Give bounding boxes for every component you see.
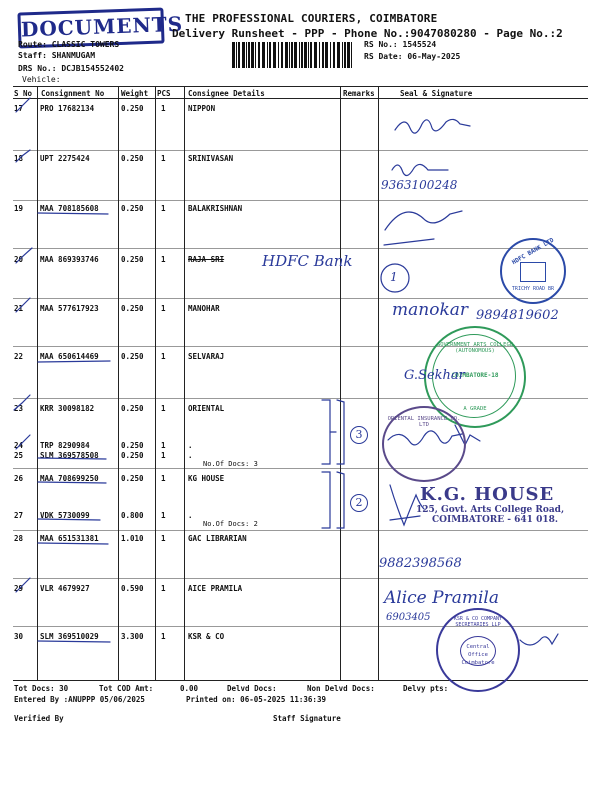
handwritten-group-count: 3	[350, 426, 368, 444]
govt-arts-college-seal: GOVERNMENT ARTS COLLEGE (AUTONOMOUS) COIMBATORE-18 A GRADE	[424, 326, 526, 428]
table-row-consignee: KSR & CO	[188, 632, 225, 641]
table-row-consignment: VLR 4679927	[40, 584, 90, 593]
vehicle-label: Vehicle:	[22, 75, 61, 84]
table-row-pcs: 1	[161, 534, 166, 543]
table-row-weight: 0.250	[121, 451, 144, 460]
delivery-points: Delvy pts:	[403, 684, 449, 693]
docs-count-note: No.Of Docs: 3	[203, 460, 258, 468]
table-row-consignment: KRR 30098182	[40, 404, 95, 413]
table-row-pcs: 1	[161, 104, 166, 113]
col-remarks: Remarks	[343, 89, 375, 98]
table-row-sno: 30	[14, 632, 24, 641]
table-row-consignment: MAA 708185608	[40, 204, 99, 213]
table-row-weight: 0.590	[121, 584, 144, 593]
table-row-consignment: SLM 369510029	[40, 632, 99, 641]
rs-number: RS No.: 1545524	[364, 40, 437, 49]
table-row-sno: 25	[14, 451, 24, 460]
table-row-consignee: RAJA SRI	[188, 255, 225, 264]
table-row-consignment: SLM 369578508	[40, 451, 99, 460]
printed-on: Printed on: 06-05-2025 11:36:39	[186, 695, 326, 704]
drs-label: DRS No.: DCJB154552402	[18, 64, 124, 73]
verified-by: Verified By	[14, 714, 64, 723]
table-row-consignee: .	[188, 451, 193, 460]
ksr-company-seal: KSR & CO COMPANY SECRETARIES LLP Central Office Coimbatore	[436, 608, 520, 692]
table-row-pcs: 1	[161, 632, 166, 641]
table-row-sno: 18	[14, 154, 24, 163]
table-row-consignee: .	[188, 441, 193, 450]
table-row-consignee: BALAKRISHNAN	[188, 204, 243, 213]
handwritten-phone: 9894819602	[476, 308, 559, 323]
table-row-sno: 28	[14, 534, 24, 543]
table-row-pcs: 1	[161, 352, 166, 361]
table-row-consignment: TRP 8290984	[40, 441, 90, 450]
table-row-pcs: 1	[161, 404, 166, 413]
table-row-sno: 17	[14, 104, 24, 113]
table-row-weight: 0.250	[121, 154, 144, 163]
col-pcs: PCS	[157, 89, 171, 98]
table-row-consignee: SELVARAJ	[188, 352, 225, 361]
table-row-pcs: 1	[161, 474, 166, 483]
entered-by: Entered By :ANUPPP 05/06/2025	[14, 695, 145, 704]
handwritten-hdfc-bank: HDFC Bank	[262, 252, 353, 270]
table-row-weight: 0.250	[121, 304, 144, 313]
col-consignee: Consignee Details	[188, 89, 265, 98]
total-docs: Tot Docs: 30	[14, 684, 69, 693]
table-row-consignee: NIPPON	[188, 104, 216, 113]
handwritten-phone: 6903405	[386, 612, 431, 623]
table-row-consignee: .	[188, 511, 193, 520]
table-row-sno: 23	[14, 404, 24, 413]
table-row-consignment: MAA 651531381	[40, 534, 99, 543]
handwritten-phone: 9363100248	[381, 178, 458, 192]
col-weight: Weight	[121, 89, 149, 98]
staff-signature: Staff Signature	[273, 714, 341, 723]
table-row-sno: 27	[14, 511, 24, 520]
delivered-docs: Delvd Docs:	[227, 684, 277, 693]
table-row-pcs: 1	[161, 255, 166, 264]
total-cod-label: Tot COD Amt:	[99, 684, 154, 693]
table-row-consignment: MAA 577617923	[40, 304, 99, 313]
table-row-consignee: AICE PRAMILA	[188, 584, 243, 593]
table-row-consignment: UPT 2275424	[40, 154, 90, 163]
table-row-consignment: MAA 869393746	[40, 255, 99, 264]
table-row-consignee: SRINIVASAN	[188, 154, 234, 163]
documents-stamp: DOCUMENTS	[17, 7, 164, 48]
table-row-consignment: MAA 708699250	[40, 474, 99, 483]
table-row-sno: 29	[14, 584, 24, 593]
table-row-weight: 0.250	[121, 255, 144, 264]
table-row-consignee: MANOHAR	[188, 304, 220, 313]
table-row-sno: 24	[14, 441, 24, 450]
oriental-insurance-seal: ORIENTAL INSURANCE CO. LTD	[382, 406, 466, 482]
table-row-weight: 0.250	[121, 204, 144, 213]
total-cod-value: 0.00	[180, 684, 199, 693]
table-row-consignee: ORIENTAL	[188, 404, 225, 413]
table-row-consignment: PRO 17682134	[40, 104, 95, 113]
table-row-sno: 21	[14, 304, 24, 313]
table-row-pcs: 1	[161, 204, 166, 213]
table-row-pcs: 1	[161, 584, 166, 593]
staff-label: Staff: SHANMUGAM	[18, 51, 96, 60]
gac-signature: G.Sekhar	[404, 368, 465, 383]
table-row-sno: 26	[14, 474, 24, 483]
table-row-pcs: 1	[161, 451, 166, 460]
table-row-weight: 3.300	[121, 632, 144, 641]
table-row-consignment: VDK 5730099	[40, 511, 90, 520]
table-row-weight: 0.250	[121, 352, 144, 361]
handwritten-phone: 9882398568	[379, 556, 462, 571]
runsheet-subtitle: Delivery Runsheet - PPP - Phone No.:9047080280 - Page No.:2	[172, 27, 563, 40]
table-row-consignee: KG HOUSE	[188, 474, 225, 483]
table-row-weight: 0.250	[121, 441, 144, 450]
table-row-sno: 22	[14, 352, 24, 361]
non-delivered-docs: Non Delvd Docs:	[307, 684, 375, 693]
table-row-pcs: 1	[161, 154, 166, 163]
col-sno: S No	[14, 89, 33, 98]
table-row-pcs: 1	[161, 441, 166, 450]
table-row-consignee: GAC LIBRARIAN	[188, 534, 247, 543]
col-seal-signature: Seal & Signature	[400, 89, 473, 98]
handwritten-circle-number: 1	[390, 270, 398, 284]
company-title: THE PROFESSIONAL COURIERS, COIMBATORE	[185, 12, 438, 25]
kg-house-stamp: K.G. HOUSE 125, Govt. Arts College Road, COIMBATORE - 641 018.	[416, 484, 565, 525]
handwritten-alice-pramila: Alice Pramila	[384, 588, 499, 608]
table-row-pcs: 1	[161, 511, 166, 520]
hdfc-bank-seal: HDFC BANK LTD TRICHY ROAD BR	[500, 238, 566, 304]
table-row-sno: 20	[14, 255, 24, 264]
handwritten-group-count: 2	[350, 494, 368, 512]
docs-count-note: No.Of Docs: 2	[203, 520, 258, 528]
col-consignment: Consignment No	[41, 89, 105, 98]
table-row-consignment: MAA 650614469	[40, 352, 99, 361]
table-row-weight: 0.250	[121, 474, 144, 483]
table-row-pcs: 1	[161, 304, 166, 313]
rs-date: RS Date: 06-May-2025	[364, 52, 461, 61]
table-row-weight: 1.010	[121, 534, 144, 543]
table-row-weight: 0.250	[121, 404, 144, 413]
handwritten-manohar: manokar	[392, 300, 469, 320]
table-row-weight: 0.800	[121, 511, 144, 520]
table-row-weight: 0.250	[121, 104, 144, 113]
table-row-sno: 19	[14, 204, 24, 213]
route-label: Route: CLASSIC TOWERS	[18, 40, 120, 49]
